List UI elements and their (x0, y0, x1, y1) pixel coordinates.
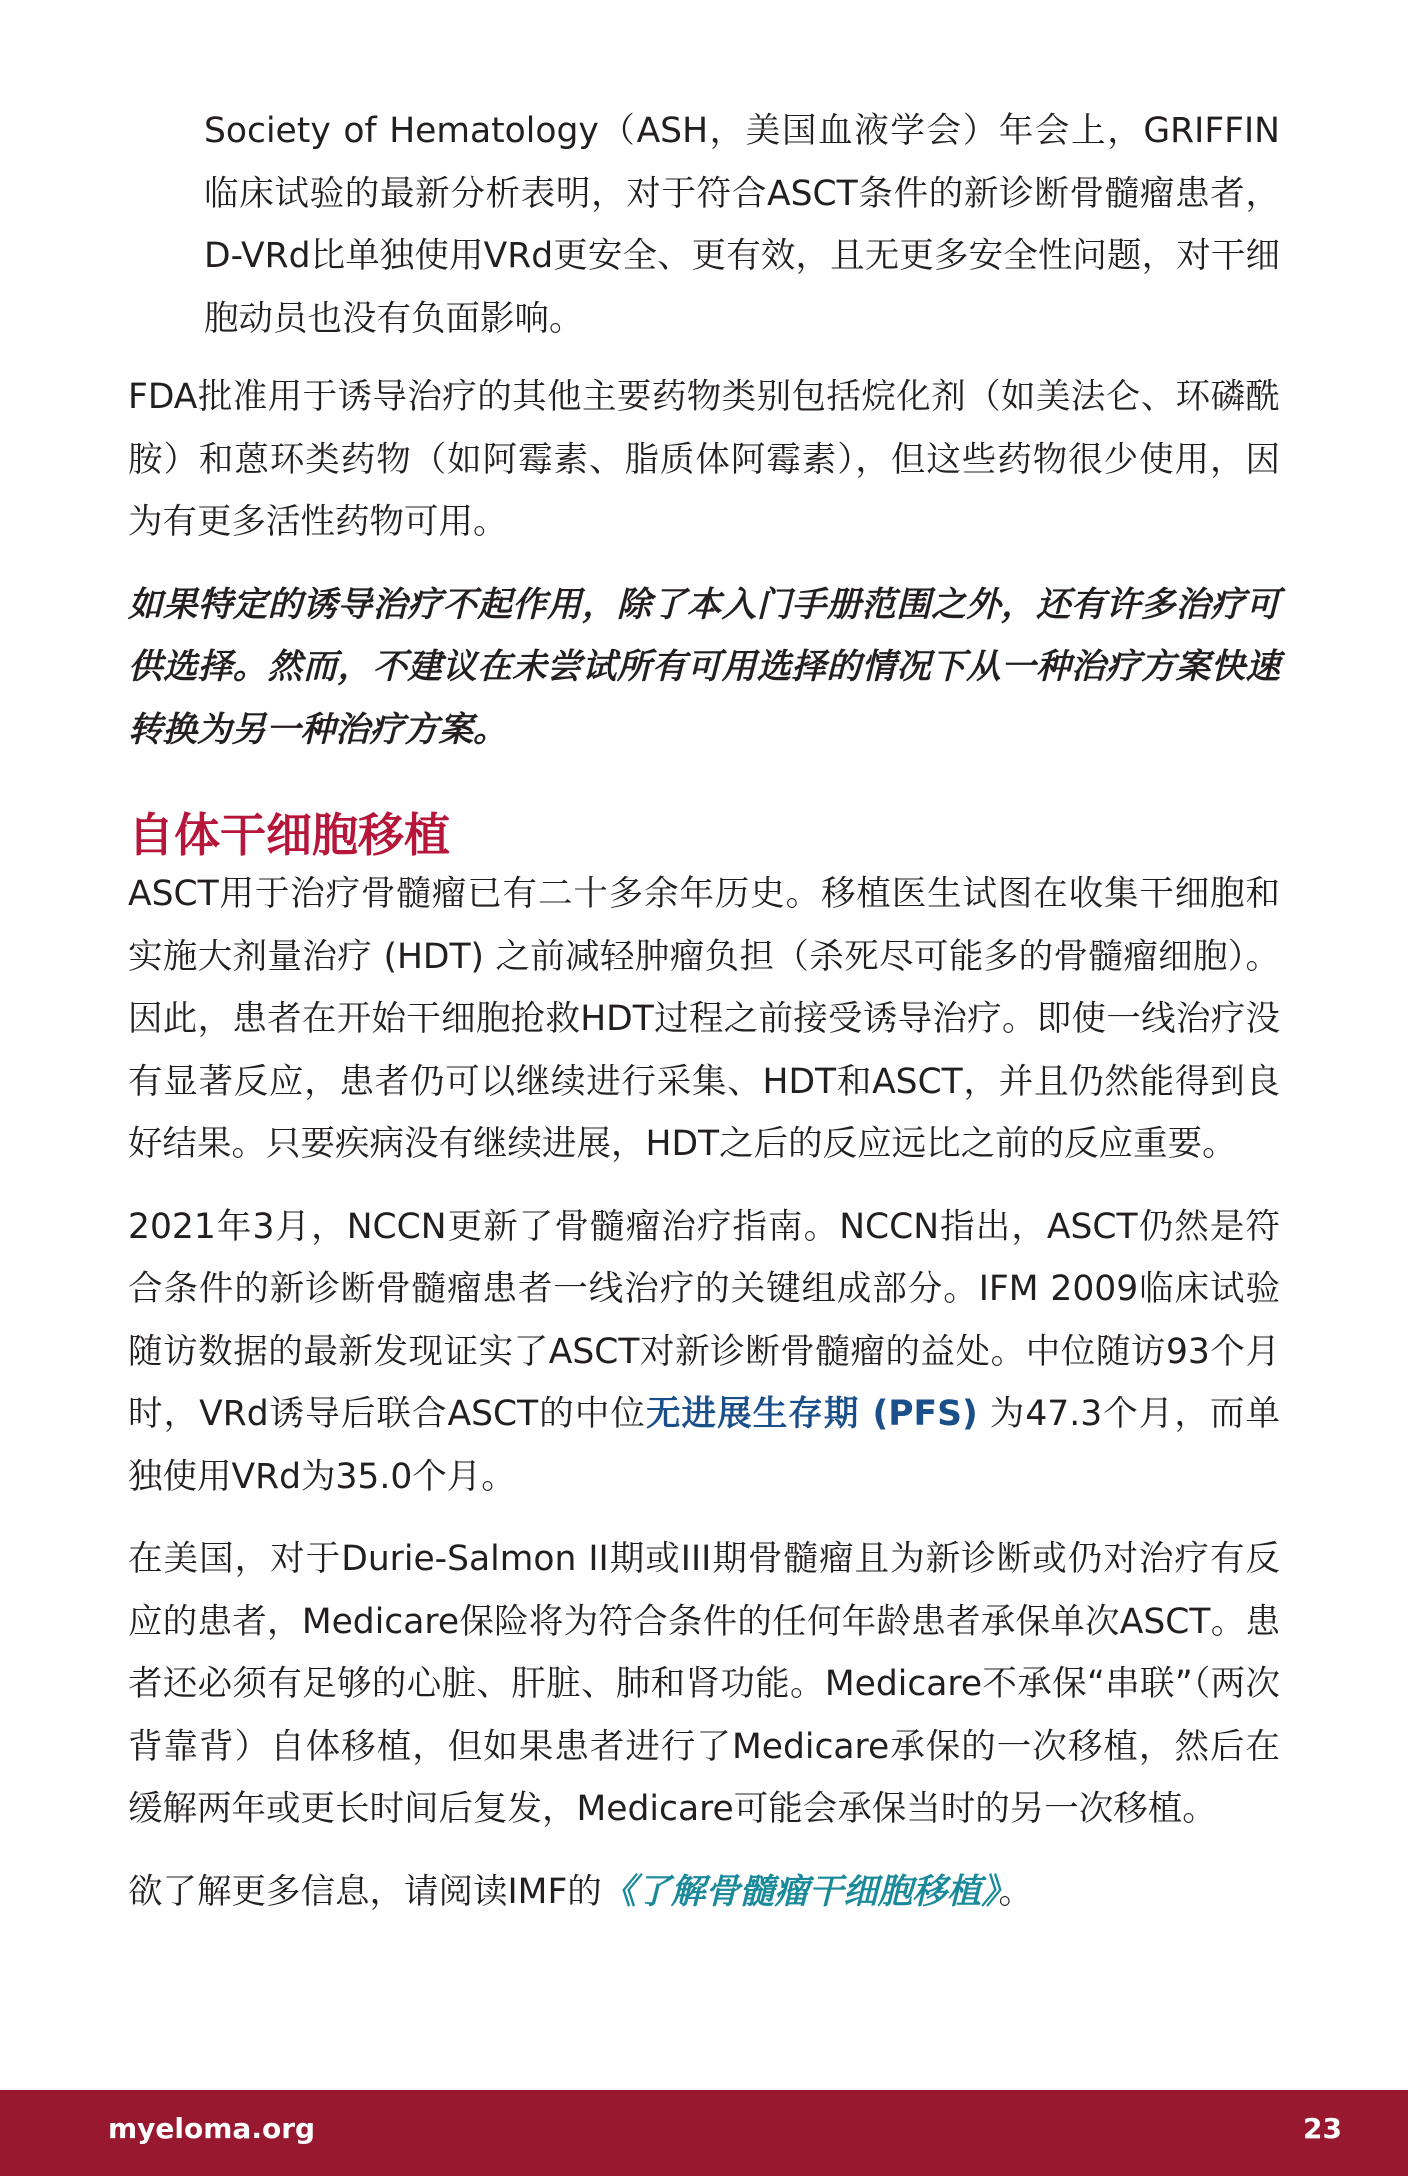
stem-cell-book-link[interactable]: 《了解骨髓瘤干细胞移植》 (601, 1871, 999, 1912)
nccn-text-after: 为47.3个月，而单独使用VRd为35.0个月。 (128, 1394, 1280, 1497)
nccn-text-before: 2021年3月，NCCN更新了骨髓瘤治疗指南。NCCN指出，ASCT仍然是符合条件的新诊断骨髓瘤患者一线治疗的关键组成部分。IFM 2009临床试验随访数据的最新发现证实了ASCT对新诊断骨髓瘤的益处。中位随访93个月时，VRd诱导后联合ASCT的中位 (128, 1206, 1280, 1434)
paragraph-medicare: 在美国，对于Durie-Salmon II期或III期骨髓瘤且为新诊断或仍对治疗有反应的患者，Medicare保险将为符合条件的任何年龄患者承保单次ASCT。患者还必须有足够的心脏、肝脏、肺和肾功能。Medicare不承保“串联”（两次背靠背）自体移植，但如果患者进行了Medicare承保的一次移植，然后在缓解两年或更长时间后复发，Medicare可能会承保当时的另一次移植。 (128, 1539, 1280, 1829)
more-info-text-after: 。 (998, 1871, 1034, 1912)
more-info-text-before: 欲了解更多信息，请阅读IMF的 (128, 1871, 602, 1912)
page-number: 23 (1303, 2112, 1342, 2145)
page-content (128, 100, 1280, 1923)
paragraph-more-info (128, 1861, 1280, 1924)
pfs-term-link[interactable]: 无进展生存期 (PFS) (645, 1394, 978, 1434)
paragraph-griffin-trial: Society of Hematology（ASH，美国血液学会）年会上，GRIFFIN临床试验的最新分析表明，对于符合ASCT条件的新诊断骨髓瘤患者，D-VRd比单独使用VRd更安全、更有效，且无更多安全性问题，对干细胞动员也没有负面影响。 (204, 111, 1280, 339)
paragraph-nccn-update (128, 1196, 1280, 1509)
paragraph-other-drug-classes: FDA批准用于诱导治疗的其他主要药物类别包括烷化剂（如美法仑、环磷酰胺）和蒽环类药物（如阿霉素、脂质体阿霉素），但这些药物很少使用，因为有更多活性药物可用。 (128, 377, 1280, 542)
footer-site-link[interactable]: myeloma.org (108, 2112, 316, 2145)
section-title-asct: 自体干细胞移植 (128, 808, 450, 862)
paragraph-emphasis-note: 如果特定的诱导治疗不起作用，除了本入门手册范围之外，还有许多治疗可供选择。然而，不建议在未尝试所有可用选择的情况下从一种治疗方案快速转换为另一种治疗方案。 (128, 584, 1280, 750)
footer-bar (0, 2090, 1408, 2176)
paragraph-asct-history: ASCT用于治疗骨髓瘤已有二十多余年历史。移植医生试图在收集干细胞和实施大剂量治疗 (HDT) 之前减轻肿瘤负担（杀死尽可能多的骨髓瘤细胞）。因此，患者在开始干细胞抢救HDT过程之前接受诱导治疗。即使一线治疗没有显著反应，患者仍可以继续进行采集、HDT和ASCT，并且仍然能得到良好结果。只要疾病没有继续进展，HDT之后的反应远比之前的反应重要。 (128, 874, 1280, 1164)
